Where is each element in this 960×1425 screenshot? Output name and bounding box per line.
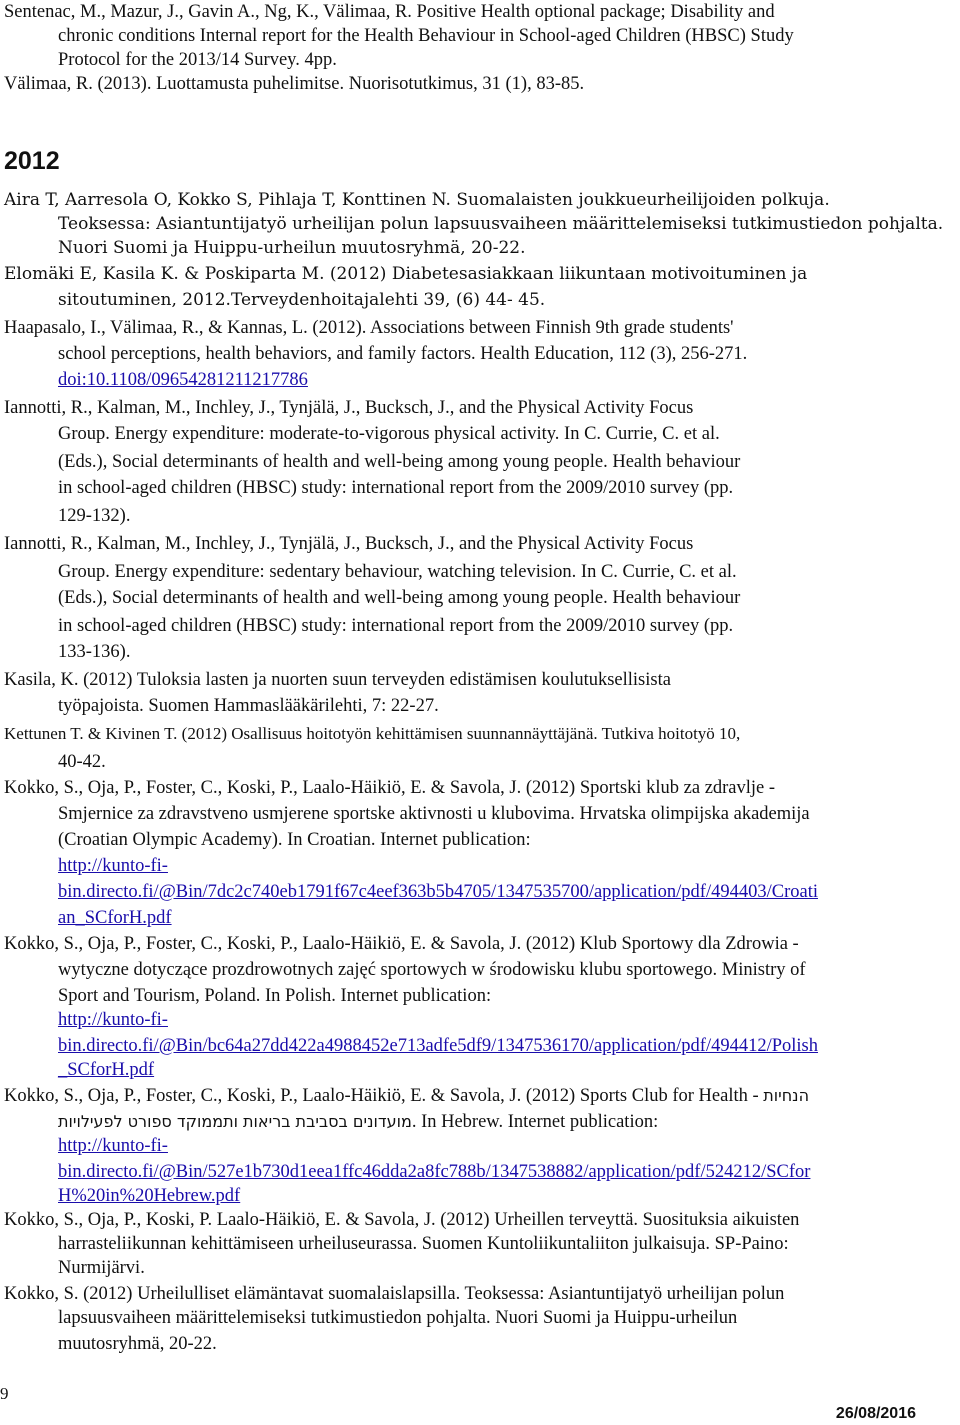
doi-link-wrap	[58, 368, 956, 392]
ref-line: (Eds.), Social determinants of health and well-being among young people. Health behaviour	[58, 452, 741, 472]
ref-line: Iannotti, R., Kalman, M., Inchley, J., Tynjälä, J., Bucksch, J., and the Physical Activity Focus	[4, 398, 694, 418]
polish-pdf-link[interactable]: http://kunto-fi-	[58, 1010, 168, 1030]
ref-line: Kokko, S. (2012) Urheilulliset elämäntavat suomalaislapsilla. Teoksessa: Asiantuntijatyö urheilijan polun	[4, 1284, 785, 1304]
ref-line: Teoksessa: Asiantuntijatyö urheilijan polun lapsuusvaiheen määrittelemiseksi tutkimustiedon pohjalta.	[58, 214, 944, 234]
hebrew-text: מועדונים בסביבת בריאות ותממוקד ספורט לפעילויות	[58, 1112, 412, 1131]
ref-line: 129-132).	[58, 506, 131, 526]
ref-line: Protocol for the 2013/14 Survey. 4pp.	[58, 50, 337, 70]
croatian-link-wrap	[58, 906, 956, 930]
ref-line: in school-aged children (HBSC) study: international report from the 2009/2010 survey (pp.	[58, 616, 734, 636]
polish-pdf-link[interactable]: _SCforH.pdf	[58, 1060, 155, 1080]
hebrew-link-wrap	[58, 1134, 956, 1158]
ref-line: 133-136).	[58, 642, 131, 662]
ref-text: . In Hebrew. Internet publication:	[411, 1112, 659, 1132]
polish-link-wrap	[58, 1008, 956, 1032]
polish-link-wrap	[58, 1058, 956, 1082]
ref-line: Haapasalo, I., Välimaa, R., & Kannas, L. (2012). Associations between Finnish 9th grade students'	[4, 318, 734, 338]
ref-line: (Croatian Olympic Academy). In Croatian. Internet publication:	[58, 830, 531, 850]
ref-line: harrasteliikunnan kehittämiseen urheiluseurassa. Suomen Kuntoliikuntaliiton julkaisuja. SP-Paino:	[58, 1234, 789, 1254]
ref-line: Sport and Tourism, Poland. In Polish. Internet publication:	[58, 986, 492, 1006]
polish-link-wrap	[58, 1034, 956, 1058]
ref-line: Group. Energy expenditure: sedentary behaviour, watching television. In C. Currie, C. et al.	[58, 562, 737, 582]
croatian-pdf-link[interactable]: an_SCforH.pdf	[58, 908, 172, 928]
ref-line: lapsuusvaiheen määrittelemiseksi tutkimustiedon pohjalta. Nuori Suomi ja Huippu-urheilun	[58, 1308, 738, 1328]
ref-line-hebrew	[58, 1110, 956, 1134]
ref-line: in school-aged children (HBSC) study: international report from the 2009/2010 survey (pp.	[58, 478, 734, 498]
hebrew-link-wrap	[58, 1184, 956, 1208]
ref-line: 40-42.	[58, 752, 106, 772]
ref-line: Elomäki E, Kasila K. & Poskiparta M. (2012) Diabetesasiakkaan liikuntaan motivoituminen ja	[4, 264, 808, 284]
ref-line: Kokko, S., Oja, P., Foster, C., Koski, P., Laalo-Häikiö, E. & Savola, J. (2012) Sportski klub za zdravlje -	[4, 778, 776, 798]
croatian-pdf-link[interactable]: http://kunto-fi-	[58, 856, 168, 876]
section-heading-2012: 2012	[4, 147, 60, 175]
ref-line: Group. Energy expenditure: moderate-to-vigorous physical activity. In C. Currie, C. et al.	[58, 424, 720, 444]
page-number: 9	[0, 1384, 9, 1403]
hebrew-pdf-link[interactable]: http://kunto-fi-	[58, 1136, 168, 1156]
ref-line: Nurmijärvi.	[58, 1258, 145, 1278]
hebrew-text: הנחיות	[763, 1086, 810, 1105]
ref-line: työpajoista. Suomen Hammaslääkärilehti, 7: 22-27.	[58, 696, 439, 716]
hebrew-pdf-link[interactable]: bin.directo.fi/@Bin/527e1b730d1eea1ffc46dda2a8fc788b/1347538882/application/pdf/524212/SCfor	[58, 1162, 811, 1182]
footer-date: 26/08/2016	[835, 1405, 916, 1422]
polish-pdf-link[interactable]: bin.directo.fi/@Bin/bc64a27dd422a4988452e713adfe5df9/1347536170/application/pdf/494412/Polish	[58, 1036, 819, 1056]
ref-line: Sentenac, M., Mazur, J., Gavin A., Ng, K., Välimaa, R. Positive Health optional package; Disability and	[4, 2, 775, 22]
ref-line: Nuori Suomi ja Huippu-urheilun muutosryhmä, 20-22.	[58, 238, 526, 258]
ref-text: Kokko, S., Oja, P., Foster, C., Koski, P., Laalo-Häikiö, E. & Savola, J. (2012) Sports Club for Health -	[4, 1086, 764, 1106]
ref-line: wytyczne dotyczące prozdrowotnych zajęć sportowych w środowisku klubu sportowego. Ministry of	[58, 960, 806, 980]
ref-line: Kokko, S., Oja, P., Koski, P. Laalo-Häikiö, E. & Savola, J. (2012) Urheillen terveyttä. Suosituksia aikuisten	[4, 1210, 800, 1230]
ref-line: Kokko, S., Oja, P., Foster, C., Koski, P., Laalo-Häikiö, E. & Savola, J. (2012) Klub Sportowy dla Zdrowia -	[4, 934, 799, 954]
croatian-link-wrap	[58, 880, 956, 904]
ref-line: Aira T, Aarresola O, Kokko S, Pihlaja T, Konttinen N. Suomalaisten joukkueurheilijoiden polkuja.	[4, 190, 830, 210]
croatian-link-wrap	[58, 854, 956, 878]
ref-line: (Eds.), Social determinants of health and well-being among young people. Health behaviour	[58, 588, 741, 608]
ref-line: Smjernice za zdravstveno usmjerene sportske aktivnosti u klubovima. Hrvatska olimpijska akademija	[58, 804, 810, 824]
doi-link[interactable]: doi:10.1108/09654281211217786	[58, 370, 308, 390]
ref-line: chronic conditions Internal report for the Health Behaviour in School-aged Children (HBSC) Study	[58, 26, 794, 46]
ref-line-hebrew	[4, 1084, 956, 1108]
ref-line: sitoutuminen, 2012.Terveydenhoitajalehti 39, (6) 44- 45.	[58, 290, 546, 310]
ref-line: muutosryhmä, 20-22.	[58, 1334, 217, 1354]
hebrew-link-wrap	[58, 1160, 956, 1184]
ref-line: Kettunen T. & Kivinen T. (2012) Osallisuus hoitotyön kehittämisen suunnannäyttäjänä. Tutkiva hoitotyö 10,	[4, 724, 741, 743]
croatian-pdf-link[interactable]: bin.directo.fi/@Bin/7dc2c740eb1791f67c4eef363b5b4705/1347535700/application/pdf/494403/Croati	[58, 882, 818, 902]
ref-line: Kasila, K. (2012) Tuloksia lasten ja nuorten suun terveyden edistämisen koulutuksellisista	[4, 670, 671, 690]
hebrew-pdf-link[interactable]: H%20in%20Hebrew.pdf	[58, 1186, 241, 1206]
ref-line: Välimaa, R. (2013). Luottamusta puhelimitse. Nuorisotutkimus, 31 (1), 83-85.	[4, 74, 585, 94]
ref-line: Iannotti, R., Kalman, M., Inchley, J., Tynjälä, J., Bucksch, J., and the Physical Activity Focus	[4, 534, 694, 554]
ref-line: school perceptions, health behaviors, and family factors. Health Education, 112 (3), 256-271.	[58, 344, 748, 364]
